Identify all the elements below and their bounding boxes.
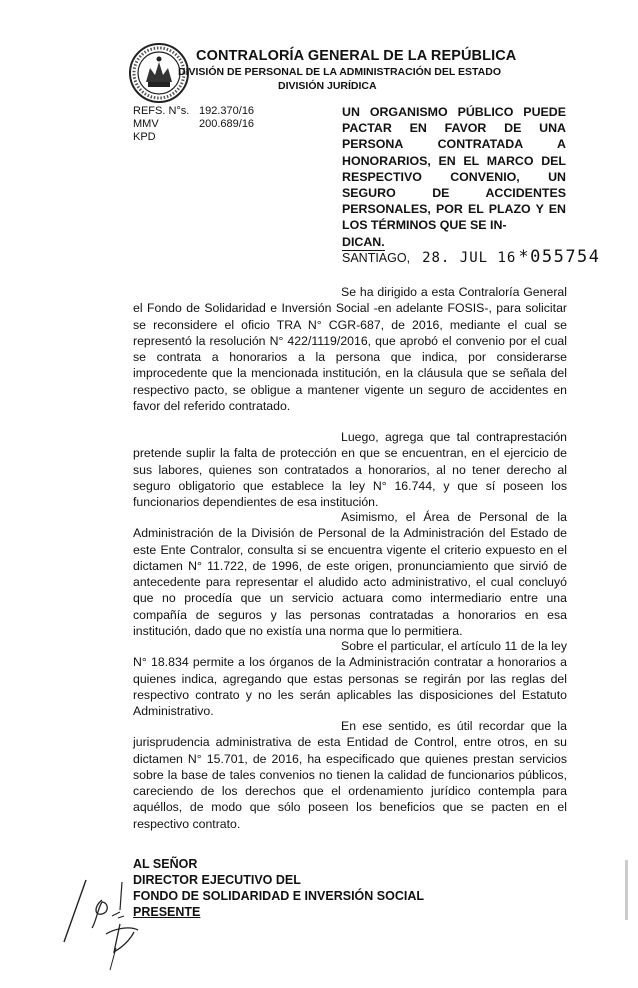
ref-row [133,131,254,144]
org-name: CONTRALORÍA GENERAL DE LA REPÚBLICA [196,48,517,64]
unit-name: DIVISIÓN JURÍDICA [278,80,377,92]
ref-key: MMV [133,118,159,130]
paragraph-5: En ese sentido, es útil recordar que la jurisprudencia administrativa de esta Entidad de Control, entre otros, en su dictamen N° 15.701, de 2016, ha especificado que quienes prestan servicios sobre la base de tales convenios no tienen la calidad de funcionarios públicos, careciendo de los derechos que el ordenamiento jurídico contempla para aquéllos, de modo que sólo poseen los beneficios que se pacten en el respectivo contrato. [133,719,567,831]
addressee-line: PRESENTE [133,905,201,919]
addressee-line: DIRECTOR EJECUTIVO DEL [133,873,301,887]
paragraph-4: Sobre el particular, el artículo 11 de la ley N° 18.834 permite a los órganos de la Administración contratar a honorarios a quienes indica, agregando que estas personas se regirán por las reglas del respectivo contrato y no les serán aplicables las disposiciones del Estatuto Administrativo. [133,639,567,719]
addressee-line: FONDO DE SOLIDARIDAD E INVERSIÓN SOCIAL [133,889,424,903]
subject-body: UN ORGANISMO PÚBLICO PUEDE PACTAR EN FAVOR DE UNA PERSONA CONTRATADA A HONORARIOS, EN EL MARCO DEL RESPECTIVO CONVENIO, UN SEGURO DE ACCIDENTES PERSONALES, POR EL PLAZO Y EN LOS TÉRMINOS QUE SE IN- [342,105,566,233]
ref-value: 200.689/16 [199,118,255,130]
ref-row [133,105,254,118]
date-place: SANTIAGO, [342,251,411,265]
paragraph-3: Asimismo, el Área de Personal de la Administración de la División de Personal de la Administración del Estado de este Ente Contralor, consulta si se encuentra vigente el criterio expuesto en el dictamen N° 11.722, de 1996, de este origen, pronunciamiento que sirvió de antecedente para representar el aludido acto administrativo, el cual concluyó que no procedía que un servicio actuara como intermediario entre una compañía de seguros y las personas contratadas a honorarios en esa institución, dado que no existía una norma que lo permitiera. [133,510,567,639]
division-name: DIVISIÓN DE PERSONAL DE LA ADMINISTRACIÓN DEL ESTADO [178,66,501,78]
addressee-line: AL SEÑOR [133,857,198,871]
date-line [342,247,601,267]
scan-edge-mark [625,860,628,920]
subject-summary [342,104,566,251]
paragraph-1: Se ha dirigido a esta Contraloría General el Fondo de Solidaridad e Inversión Social -en adelante FOSIS-, para solicitar se reconsidere el oficio TRA N° CGR-687, de 2016, mediante el cual se representó la resolución N° 422/1119/2016, que aprobó el convenio por el cual se contrata a honorarios a la persona que indica, por considerarse improcedente que la mencionada institución, en la cláusula que se señala del respectivo pacto, se obligue a mantener vigente un seguro de accidentes en favor del referido contratado. [133,285,567,414]
ref-value: 192.370/16 [199,105,255,117]
document-number: *055754 [518,247,601,267]
handwritten-initials [58,872,168,972]
ref-row [133,118,254,131]
reference-block [133,105,254,144]
addressee-block [133,856,424,920]
ref-key: KPD [133,131,156,143]
paragraph-2: Luego, agrega que tal contraprestación pretende suplir la falta de protección en que se encuentran, en el ejercicio de sus labores, quienes son contratados a honorarios, al no tener derecho al seguro obligatorio que establece la ley N° 16.744, y que sí poseen los funcionarios dependientes de esa institución. [133,430,567,510]
ref-key: REFS. N°s. [133,105,190,117]
letterhead [150,48,570,92]
date-stamp: 28. JUL 16 [422,250,517,266]
subject-last-line: DICAN. [342,234,385,251]
